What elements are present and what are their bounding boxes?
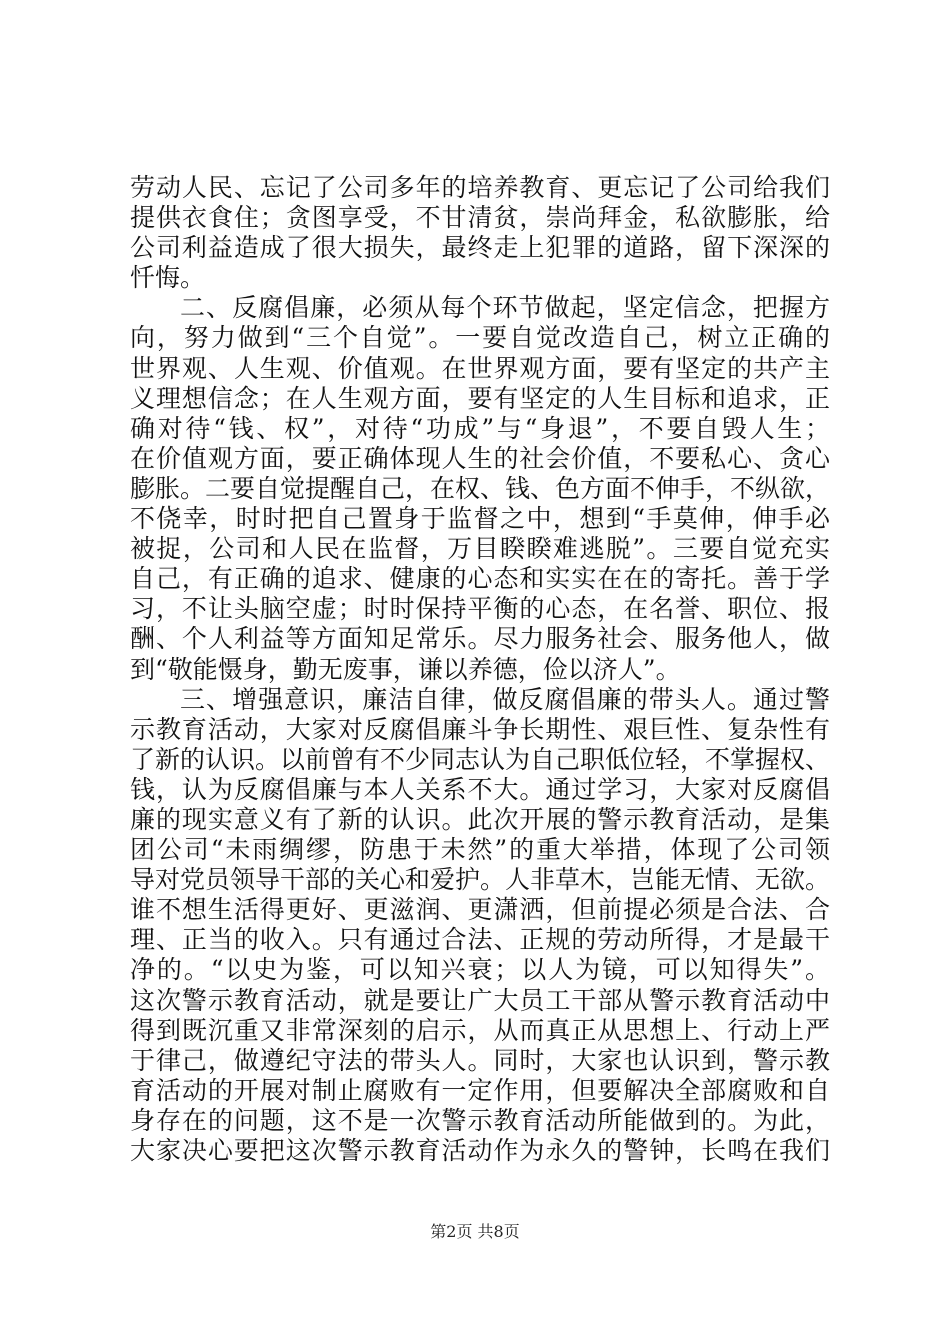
text-line: 自己，有正确的追求、健康的心态和实实在在的寄托。善于学	[130, 564, 830, 594]
text-line: 育活动的开展对制止腐败有一定作用，但要解决全部腐败和自	[130, 1075, 830, 1105]
text-line: 公司利益造成了很大损失，最终走上犯罪的道路，留下深深的	[130, 233, 830, 263]
text-line: 习，不让头脑空虚；时时保持平衡的心态，在名誉、职位、报	[130, 594, 830, 624]
text-line: 膨胀。二要自觉提醒自己，在权、钱、色方面不伸手，不纵欲，	[130, 473, 830, 503]
text-line: 得到既沉重又非常深刻的启示，从而真正从思想上、行动上严	[130, 1015, 830, 1045]
text-line: 确对待“钱、权”，对待“功成”与“身退”，不要自毁人生；	[130, 413, 830, 443]
text-line: 大家决心要把这次警示教育活动作为永久的警钟，长鸣在我们	[130, 1136, 830, 1165]
text-line: 团公司“未雨绸缪，防患于未然”的重大举措，体现了公司领	[130, 835, 830, 865]
text-line: 廉的现实意义有了新的认识。此次开展的警示教育活动，是集	[130, 804, 830, 834]
text-line: 世界观、人生观、价值观。在世界观方面，要有坚定的共产主	[130, 353, 830, 383]
text-line: 了新的认识。以前曾有不少同志认为自己职低位轻，不掌握权、	[130, 744, 830, 774]
text-line: 到“敬能慑身，勤无废事，谦以养德，俭以济人”。	[130, 654, 681, 684]
text-line: 被捉，公司和人民在监督，万目睽睽难逃脱”。三要自觉充实	[130, 534, 830, 564]
text-line: 向，努力做到“三个自觉”。一要自觉改造自己，树立正确的	[130, 323, 830, 353]
text-line: 提供衣食住；贪图享受，不甘清贫，崇尚拜金，私欲膨胀，给	[130, 203, 830, 233]
text-line: 于律己，做遵纪守法的带头人。同时，大家也认识到，警示教	[130, 1045, 830, 1075]
text-line: 谁不想生活得更好、更滋润、更潇洒，但前提必须是合法、合	[130, 895, 830, 925]
text-line: 义理想信念；在人生观方面，要有坚定的人生目标和追求，正	[130, 383, 830, 413]
section-heading-line: 三、增强意识，廉洁自律，做反腐倡廉的带头人。通过警	[180, 684, 830, 714]
text-line: 不侥幸，时时把自己置身于监督之中，想到“手莫伸，伸手必	[130, 504, 830, 534]
text-line: 示教育活动，大家对反腐倡廉斗争长期性、艰巨性、复杂性有	[130, 714, 830, 744]
text-line: 忏悔。	[130, 263, 206, 293]
section-heading-line: 二、反腐倡廉，必须从每个环节做起，坚定信念，把握方	[180, 293, 830, 323]
text-line: 净的。“以史为鉴，可以知兴衰；以人为镜，可以知得失”。	[130, 955, 830, 985]
document-body	[130, 173, 830, 1166]
text-line: 劳动人民、忘记了公司多年的培养教育、更忘记了公司给我们	[130, 173, 830, 202]
text-line: 身存在的问题，这不是一次警示教育活动所能做到的。为此，	[130, 1105, 830, 1135]
text-line: 理、正当的收入。只有通过合法、正规的劳动所得，才是最干	[130, 925, 830, 955]
text-line: 这次警示教育活动，就是要让广大员工干部从警示教育活动中	[130, 985, 830, 1015]
text-line: 导对党员领导干部的关心和爱护。人非草木，岂能无情、无欲。	[130, 865, 830, 895]
page-number-footer: 第2页 共8页	[430, 1222, 520, 1241]
text-line: 在价值观方面，要正确体现人生的社会价值，不要私心、贪心	[130, 443, 830, 473]
text-line: 钱，认为反腐倡廉与本人关系不大。通过学习，大家对反腐倡	[130, 774, 830, 804]
text-line: 酬、个人利益等方面知足常乐。尽力服务社会、服务他人，做	[130, 624, 830, 654]
